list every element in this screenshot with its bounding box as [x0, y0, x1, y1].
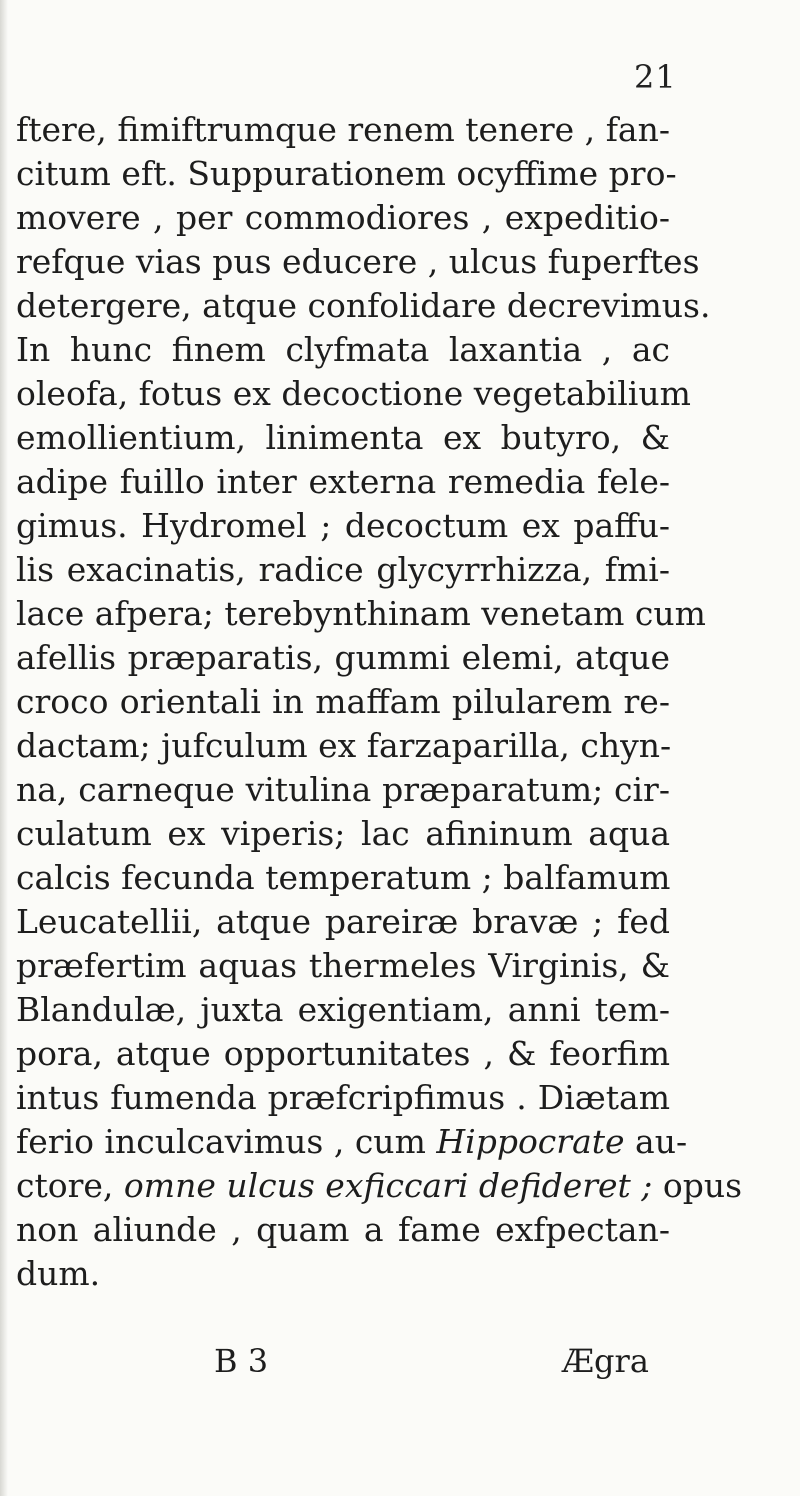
- text-line: detergere, atque confolidare decrevimus.: [16, 286, 711, 325]
- text-line: oleofa, fotus ex decoctione vegetabilium: [16, 374, 691, 413]
- text-line: citum eft. Suppurationem ocyffime pro-: [16, 154, 677, 193]
- text-line: emollientium, linimenta ex butyro, &: [16, 418, 670, 457]
- text-segment: opus: [652, 1166, 743, 1205]
- text-line-quotation: [16, 1164, 743, 1208]
- text-line: dactam; jufculum ex farzaparilla, chyn-: [16, 726, 672, 765]
- text-line: afellis præparatis, gummi elemi, atque: [16, 638, 670, 677]
- text-line: non aliunde , quam a fame exfpectan-: [16, 1210, 670, 1249]
- text-segment: ctore,: [16, 1166, 124, 1205]
- catchword: Ægra: [562, 1342, 649, 1380]
- italic-name-hippocrate: Hippocrate: [436, 1122, 625, 1161]
- text-line: refque vias pus educere , ulcus fuperftes: [16, 242, 700, 281]
- text-line: na, carneque vitulina præparatum; cir-: [16, 770, 670, 809]
- page-edge-shadow: [0, 0, 8, 1496]
- page-number: 21: [634, 58, 677, 96]
- text-line: croco orientali in maffam pilularem re-: [16, 682, 670, 721]
- italic-quotation: omne ulcus exficcari defideret ;: [123, 1166, 653, 1205]
- text-line: In hunc finem clyfmata laxantia , ac: [16, 330, 670, 369]
- text-line: gimus. Hydromel ; decoctum ex paffu-: [16, 506, 670, 545]
- text-line: movere , per commodiores , expeditio-: [16, 198, 670, 237]
- text-line: Blandulæ, juxta exigentiam, anni tem-: [16, 990, 670, 1029]
- text-line: pora, atque opportunitates , & feorfim: [16, 1034, 670, 1073]
- text-segment: au-: [624, 1122, 688, 1161]
- text-line-hippocrate: [16, 1120, 688, 1164]
- signature-mark: B 3: [214, 1342, 269, 1380]
- text-line: ftere, fimiftrumque renem tenere , fan-: [16, 110, 670, 149]
- text-line: intus fumenda præfcripfimus . Diætam: [16, 1078, 670, 1117]
- text-line: culatum ex viperis; lac afininum aqua: [16, 814, 670, 853]
- text-line: lace afpera; terebynthinam venetam cum: [16, 594, 706, 633]
- text-segment: ferio inculcavimus , cum: [16, 1122, 437, 1161]
- text-line: Leucatellii, atque pareiræ bravæ ; fed: [16, 902, 670, 941]
- body-text: [16, 108, 743, 1296]
- text-line: adipe fuillo inter externa remedia fele-: [16, 462, 670, 501]
- text-line: lis exacinatis, radice glycyrrhizza, fmi-: [16, 550, 670, 589]
- text-line-final: dum.: [16, 1254, 101, 1293]
- text-line: præfertim aquas thermeles Virginis, &: [16, 946, 670, 985]
- text-line: calcis fecunda temperatum ; balfamum: [16, 858, 671, 897]
